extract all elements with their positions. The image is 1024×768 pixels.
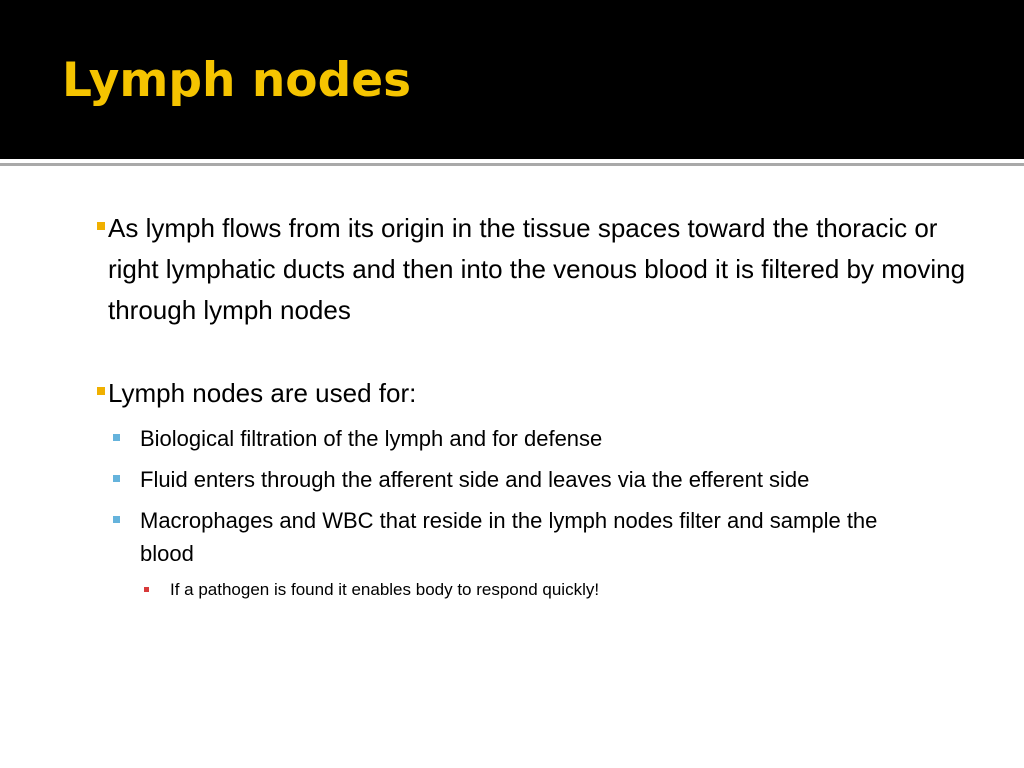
sub-bullet-item (140, 463, 990, 496)
square-bullet-icon (113, 516, 120, 523)
bullet-text: As lymph flows from its origin in the tissue spaces toward the thoracic or right lymphatic ducts and then into the venous blood it is filtered by moving through lymph nodes (108, 213, 966, 325)
bullet-item (108, 373, 988, 414)
bullet-item (108, 208, 988, 331)
square-bullet-icon (113, 475, 120, 482)
sub-bullet-item (140, 422, 990, 455)
sub-sub-bullet-text: If a pathogen is found it enables body to respond quickly! (170, 580, 600, 599)
sub-bullet-item (140, 504, 900, 570)
sub-bullet-text: Macrophages and WBC that reside in the lymph nodes filter and sample the blood (140, 508, 878, 566)
sub-bullet-text: Biological filtration of the lymph and for defense (140, 426, 603, 451)
square-bullet-icon (144, 587, 149, 592)
sub-bullet-text: Fluid enters through the afferent side and leaves via the efferent side (140, 467, 810, 492)
sub-sub-bullet-item (170, 578, 970, 602)
bullet-text: Lymph nodes are used for: (108, 378, 417, 408)
square-bullet-icon (97, 387, 105, 395)
square-bullet-icon (97, 222, 105, 230)
slide-title: Lymph nodes (62, 53, 412, 108)
square-bullet-icon (113, 434, 120, 441)
